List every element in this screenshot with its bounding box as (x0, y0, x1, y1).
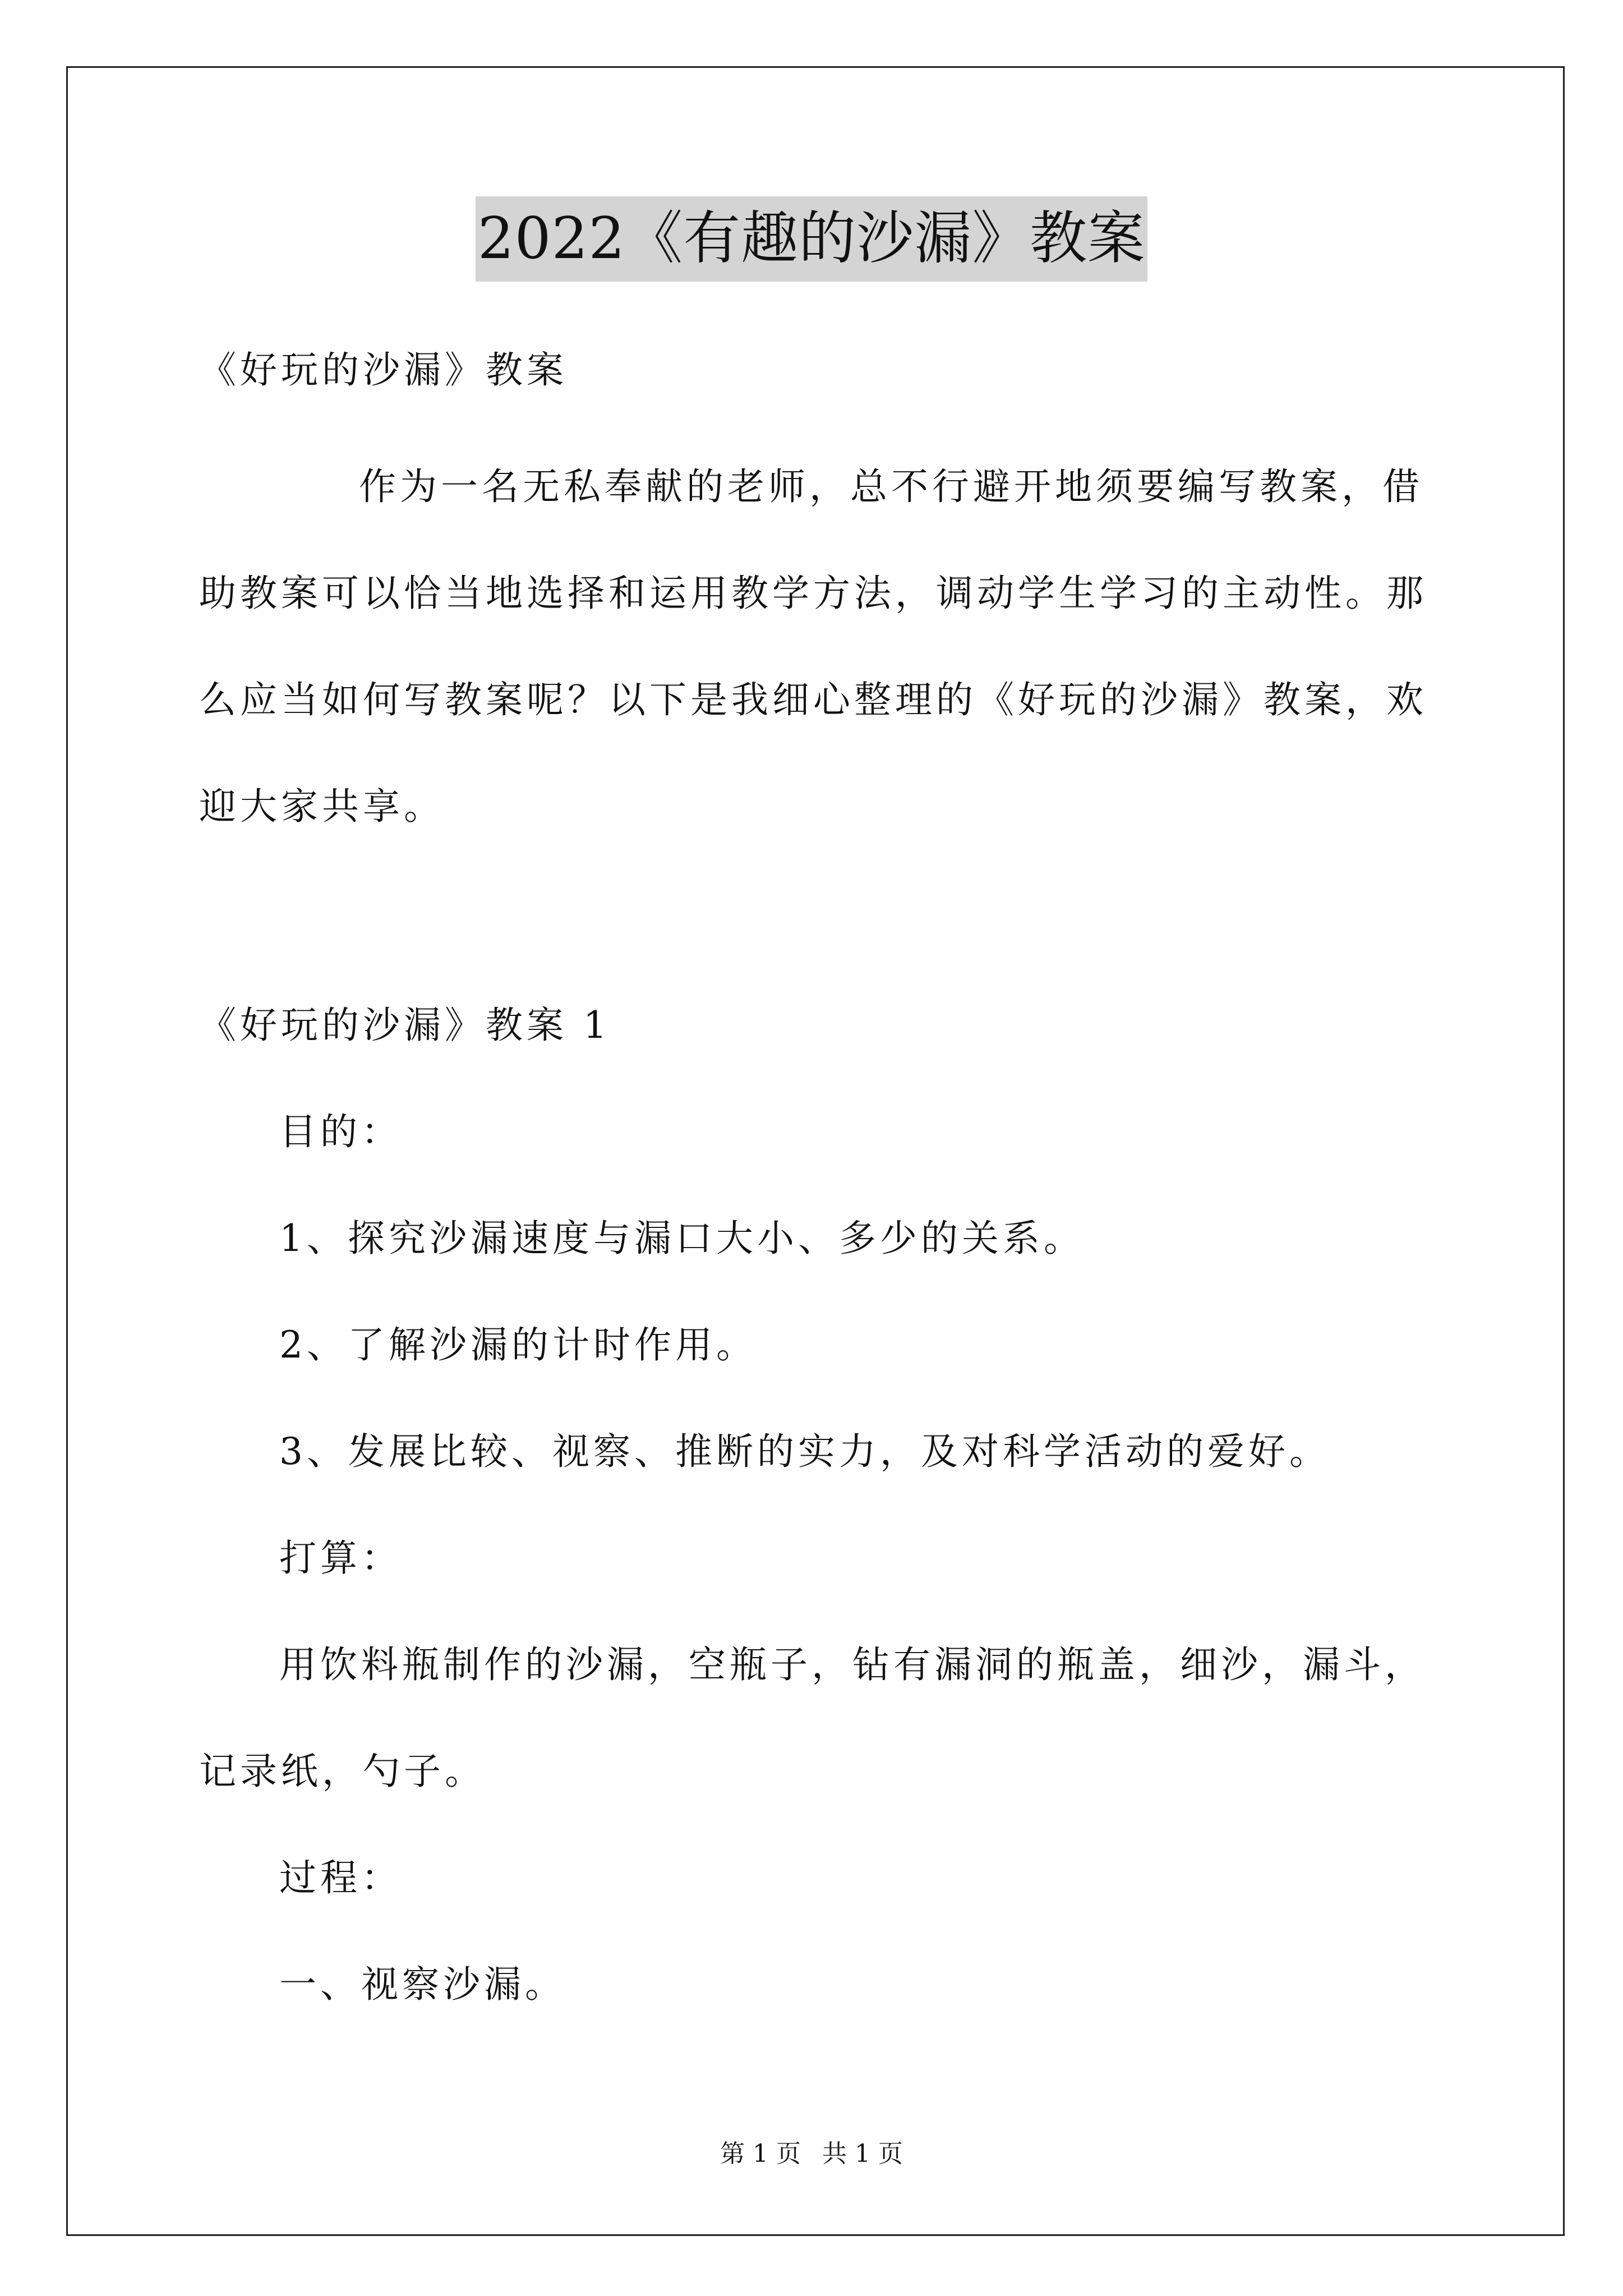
page-number-total: 共 1 页 (822, 2139, 903, 2168)
paragraph-line: 迎大家共享。 (199, 785, 445, 828)
title-container (0, 196, 1623, 282)
paragraph-line: 过程： (279, 1856, 402, 1899)
list-item: 3、发展比较、视察、推断的实力，及对科学活动的爱好。 (279, 1430, 1330, 1473)
paragraph-line: 一、视察沙漏。 (279, 1963, 566, 2006)
list-item: 1、探究沙漏速度与漏口大小、多少的关系。 (279, 1217, 1085, 1260)
subtitle-line: 《好玩的沙漏》教案 (199, 348, 568, 392)
paragraph-line: 么应当如何写教案呢？以下是我细心整理的《好玩的沙漏》教案，欢 (199, 678, 1427, 721)
paragraph-line: 记录纸，勺子。 (199, 1750, 486, 1793)
document-title: 2022《有趣的沙漏》教案 (476, 196, 1148, 282)
paragraph-line: 助教案可以恰当地选择和运用教学方法，调动学生学习的主动性。那 (199, 572, 1427, 615)
paragraph-line: 作为一名无私奉献的老师，总不行避开地须要编写教案，借 (359, 465, 1423, 508)
paragraph-line: 用饮料瓶制作的沙漏，空瓶子，钻有漏洞的瓶盖，细沙，漏斗， (279, 1643, 1426, 1686)
paragraph-line: 打算： (279, 1536, 402, 1580)
page-footer (0, 2138, 1623, 2170)
list-item: 2、了解沙漏的计时作用。 (279, 1323, 757, 1366)
paragraph-line: 目的： (279, 1110, 402, 1153)
section-heading: 《好玩的沙漏》教案 1 (199, 1004, 611, 1047)
page-number-current: 第 1 页 (720, 2139, 801, 2168)
